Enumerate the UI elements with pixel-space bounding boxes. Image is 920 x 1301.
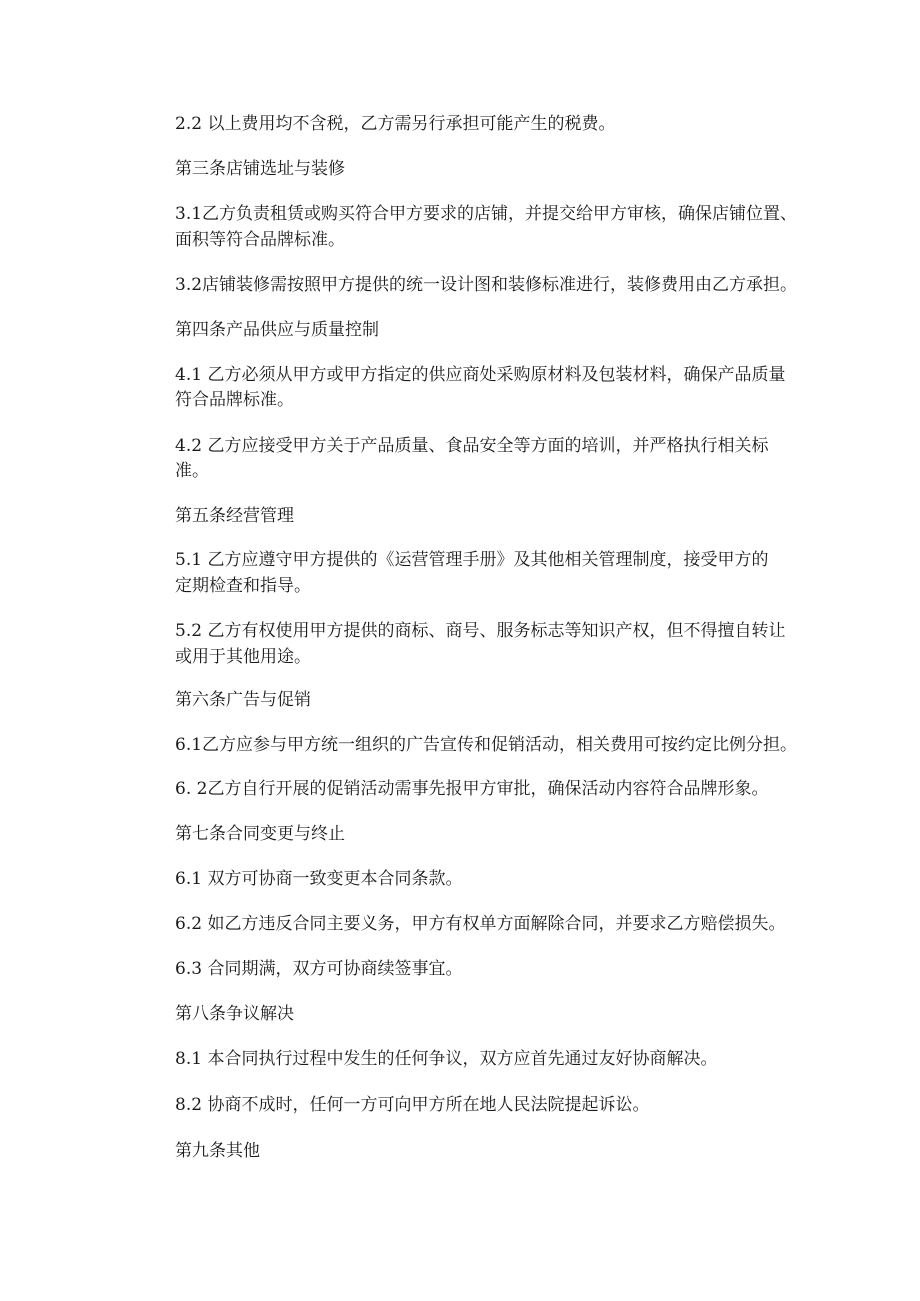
clause-8-1: 8.1 本合同执行过程中发生的任何争议，双方应首先通过友好协商解决。 xyxy=(175,1049,718,1069)
clause-6-2: 6. 2乙方自行开展的促销活动需事先报甲方审批，确保活动内容符合品牌形象。 xyxy=(175,779,769,799)
clause-4-2-line-2: 准。 xyxy=(175,461,209,481)
article-5-heading: 第五条经营管理 xyxy=(175,506,294,526)
clause-3-1-line-2: 面积等符合品牌标准。 xyxy=(175,230,345,250)
article-9-heading: 第九条其他 xyxy=(175,1141,260,1161)
clause-2-2: 2.2 以上费用均不含税，乙方需另行承担可能产生的税费。 xyxy=(175,114,616,134)
article-8-heading: 第八条争议解决 xyxy=(175,1004,294,1024)
clause-5-1-line-1: 5.1 乙方应遵守甲方提供的《运营管理手册》及其他相关管理制度，接受甲方的 xyxy=(175,550,769,570)
clause-4-1-line-2: 符合品牌标准。 xyxy=(175,390,294,410)
article-7-heading: 第七条合同变更与终止 xyxy=(175,824,345,844)
article-4-heading: 第四条产品供应与质量控制 xyxy=(175,320,379,340)
clause-4-1-line-1: 4.1 乙方必须从甲方或甲方指定的供应商处采购原材料及包装材料，确保产品质量 xyxy=(175,365,786,385)
article-6-heading: 第六条广告与促销 xyxy=(175,690,311,710)
clause-5-2-line-1: 5.2 乙方有权使用甲方提供的商标、商号、服务标志等知识产权，但不得擅自转让 xyxy=(175,621,786,641)
clause-6-1: 6.1乙方应参与甲方统一组织的广告宣传和促销活动，相关费用可按约定比例分担。 xyxy=(175,735,798,755)
clause-5-2-line-2: 或用于其他用途。 xyxy=(175,647,311,667)
clause-4-2-line-1: 4.2 乙方应接受甲方关于产品质量、食品安全等方面的培训，并严格执行相关标 xyxy=(175,436,769,456)
clause-3-2: 3.2店铺装修需按照甲方提供的统一设计图和装修标准进行，装修费用由乙方承担。 xyxy=(175,275,798,295)
clause-8-2: 8.2 协商不成时，任何一方可向甲方所在地人民法院提起诉讼。 xyxy=(175,1095,650,1115)
clause-7-2: 6.2 如乙方违反合同主要义务，甲方有权单方面解除合同，并要求乙方赔偿损失。 xyxy=(175,914,786,934)
clause-7-1: 6.1 双方可协商一致变更本合同条款。 xyxy=(175,869,463,889)
clause-3-1-line-1: 3.1乙方负责租赁或购买符合甲方要求的店铺，并提交给甲方审核，确保店铺位置、 xyxy=(175,204,798,224)
clause-5-1-line-2: 定期检查和指导。 xyxy=(175,576,311,596)
article-3-heading: 第三条店铺选址与装修 xyxy=(175,159,345,179)
clause-7-3: 6.3 合同期满，双方可协商续签事宜。 xyxy=(175,959,463,979)
